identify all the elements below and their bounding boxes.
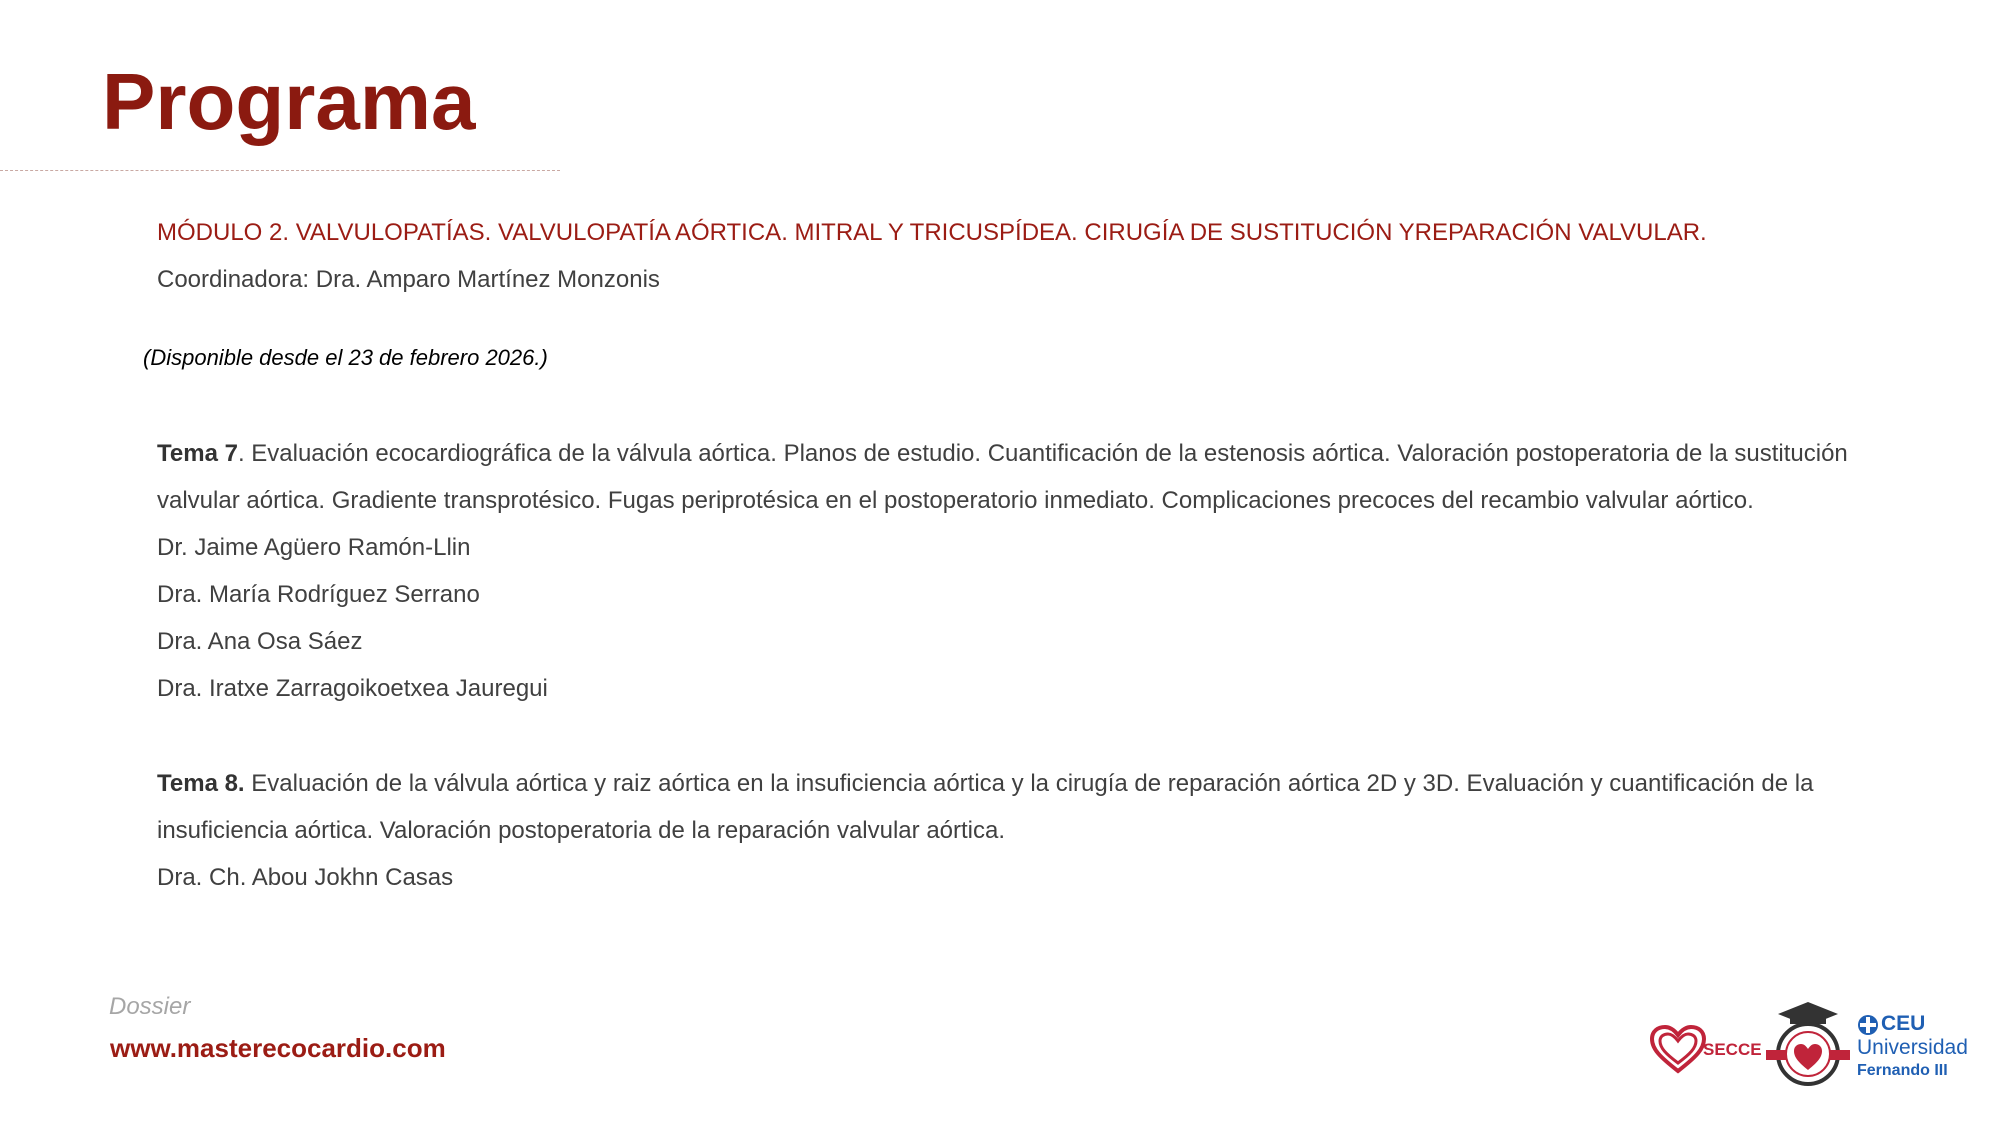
- tema-8-block: [157, 760, 1917, 901]
- tema-7-block: [157, 430, 1917, 712]
- ceu-cross-icon: [1857, 1014, 1879, 1036]
- tema-8-label: Tema 8.: [157, 770, 245, 797]
- tema-8-speaker: Dra. Ch. Abou Jokhn Casas: [157, 864, 454, 891]
- ceu-university-logo: [1857, 1014, 1997, 1084]
- tema-8-line-1: [157, 760, 1917, 807]
- tema-8-description: Evaluación de la válvula aórtica y raiz aórtica en la insuficiencia aórtica y la cirugía de reparación aórtica 2D y 3D. Evaluación y cuantificación de la: [244, 770, 1814, 797]
- tema-8-line-2: insuficiencia aórtica. Valoración postoperatoria de la reparación valvular aórtica.: [157, 817, 1006, 844]
- tema-7-speaker: Dra. Iratxe Zarragoikoetxea Jauregui: [157, 675, 548, 702]
- title-divider: [0, 170, 560, 171]
- footer-dossier-label: Dossier: [109, 993, 191, 1020]
- partner-logos: [1650, 1000, 1995, 1090]
- ceu-universidad-text: Universidad: [1857, 1036, 1968, 1059]
- footer-website-link[interactable]: www.masterecocardio.com: [110, 1033, 446, 1063]
- page-title: Programa: [102, 57, 476, 146]
- ceu-fernando-text: Fernando III: [1857, 1062, 1948, 1079]
- tema-7-line-2: valvular aórtica. Gradiente transprotésico. Fugas periprotésica en el postoperatorio inmediato. Complicaciones precoces del recambio valvular aórtico.: [157, 487, 1754, 514]
- tema-7-speaker: Dra. Ana Osa Sáez: [157, 628, 363, 655]
- campus-cardiovascular-logo-icon: [1760, 1000, 1856, 1088]
- module-coordinator: Coordinadora: Dra. Amparo Martínez Monzonis: [157, 266, 660, 293]
- tema-7-speaker: Dra. María Rodríguez Serrano: [157, 581, 480, 608]
- tema-7-label: Tema 7: [157, 440, 238, 467]
- availability-note: (Disponible desde el 23 de febrero 2026.): [143, 345, 548, 370]
- secce-logo-text: SECCE: [1703, 1040, 1762, 1059]
- ceu-logo-text: CEU: [1881, 1012, 1926, 1035]
- module-title: MÓDULO 2. VALVULOPATÍAS. VALVULOPATÍA AÓRTICA. MITRAL Y TRICUSPÍDEA. CIRUGÍA DE SUSTITUCIÓN YREPARACIÓN VALVULAR.: [157, 219, 1707, 246]
- secce-heart-logo-icon: [1650, 1025, 1706, 1075]
- tema-7-description: . Evaluación ecocardiográfica de la válvula aórtica. Planos de estudio. Cuantificación de la estenosis aórtica. Valoración postoperatoria de la sustitución: [237, 440, 1848, 467]
- tema-7-line-1: [157, 430, 1917, 477]
- tema-7-speaker: Dr. Jaime Agüero Ramón-Llin: [157, 534, 471, 561]
